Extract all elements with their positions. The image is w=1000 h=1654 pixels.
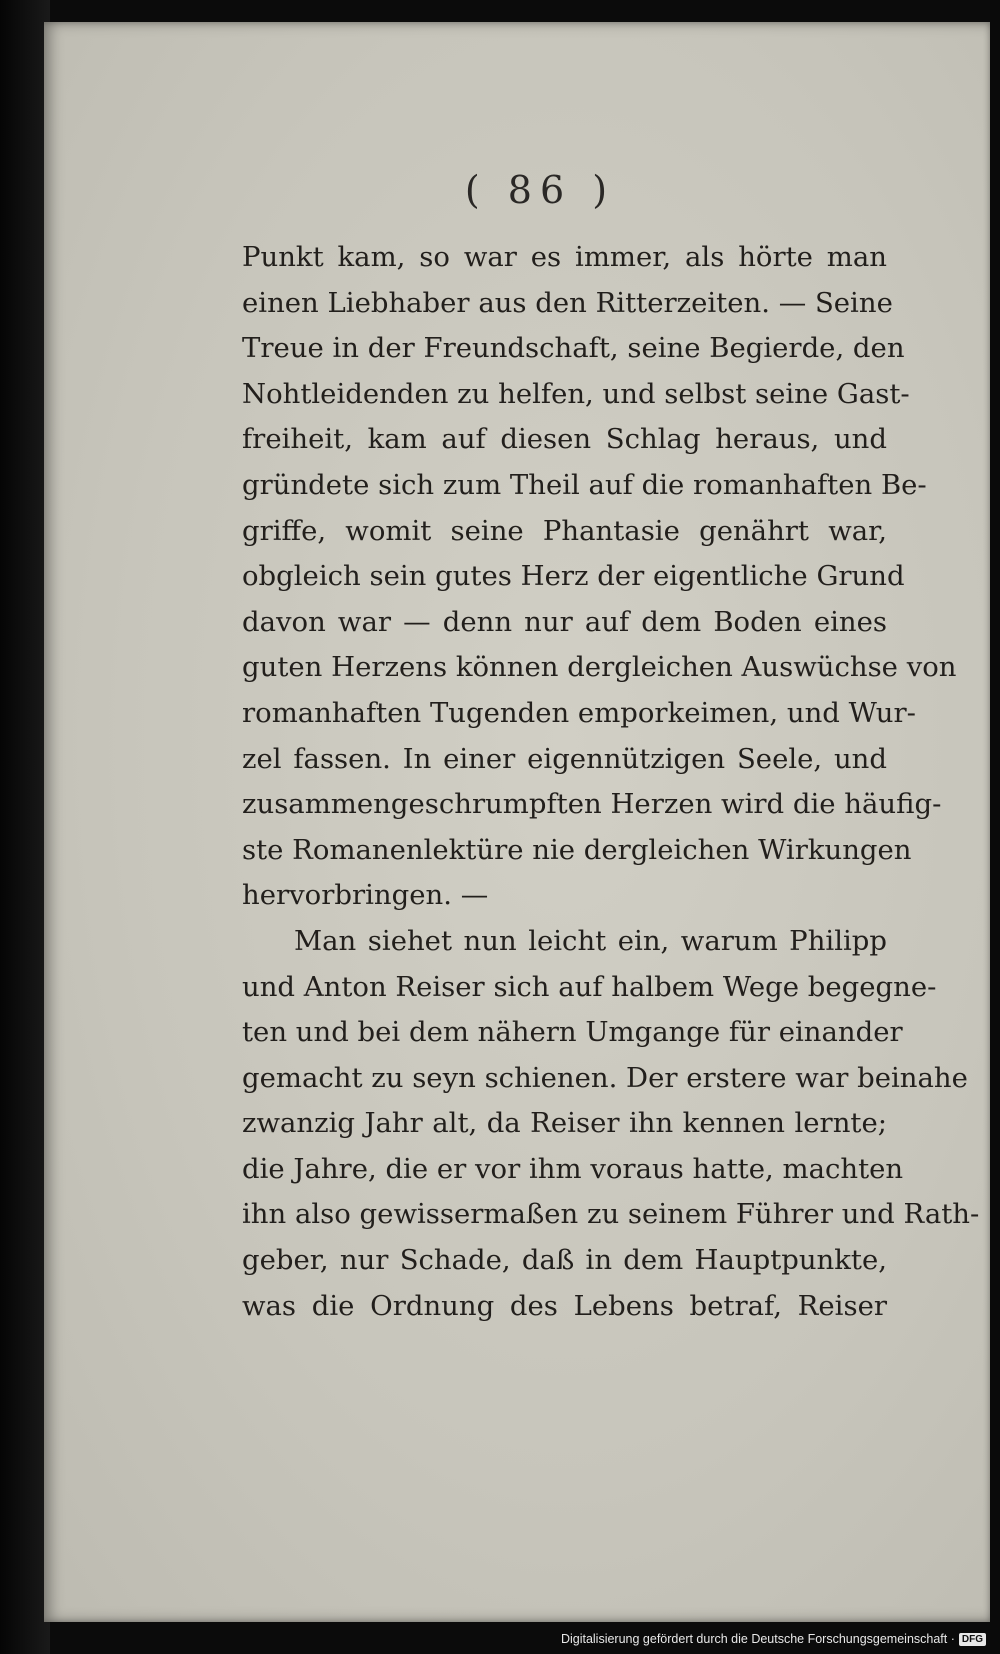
text-line: gemacht zu seyn schienen. Der erstere war beinahe xyxy=(242,1061,968,1094)
text-line: zwanzig Jahr alt, da Reiser ihn kennen lernte; xyxy=(242,1107,887,1140)
text-line: ste Romanenlektüre nie dergleichen Wirkungen xyxy=(242,833,912,866)
credit-text: Digitalisierung gefördert durch die Deutsche Forschungsgemeinschaft · xyxy=(560,1632,955,1646)
text-line: zel fassen. In einer eigennützigen Seele, und xyxy=(242,742,887,775)
text-line: davon war — denn nur auf dem Boden eines xyxy=(242,605,887,638)
text-line: was die Ordnung des Lebens betraf, Reiser xyxy=(242,1289,887,1322)
book-spine-shadow xyxy=(0,0,50,1654)
text-line: Punkt kam, so war es immer, als hörte man xyxy=(242,241,887,273)
text-line: zusammengeschrumpften Herzen wird die häufig- xyxy=(242,788,942,821)
scan-edge xyxy=(990,0,1000,1654)
text-line: geber, nur Schade, daß in dem Hauptpunkte, xyxy=(242,1244,887,1277)
text-line: ten und bei dem nähern Umgange für einander xyxy=(242,1016,903,1049)
text-line: ihn also gewissermaßen zu seinem Führer und Rath- xyxy=(242,1198,980,1231)
text-line: gründete sich zum Theil auf die romanhaften Be- xyxy=(242,468,927,501)
text-line: die Jahre, die er vor ihm voraus hatte, machten xyxy=(242,1152,904,1185)
text-line: guten Herzens können dergleichen Auswüchse von xyxy=(242,651,957,684)
page-number: ( 86 ) xyxy=(464,168,616,212)
text-line: Nohtleidenden zu helfen, und selbst seine Gast- xyxy=(242,377,910,410)
text-line-paragraph-start: Man siehet nun leicht ein, warum Philipp xyxy=(294,924,887,957)
dfg-logo: DFG xyxy=(959,1633,986,1646)
page-body-text xyxy=(242,235,980,1329)
text-line: obgleich sein gutes Herz der eigentliche Grund xyxy=(242,560,905,593)
text-line: griffe, womit seine Phantasie genährt war, xyxy=(242,514,887,547)
text-line: einen Liebhaber aus den Ritterzeiten. — Seine xyxy=(242,286,893,319)
text-line: Treue in der Freundschaft, seine Begierde, den xyxy=(242,332,905,365)
text-line: freiheit, kam auf diesen Schlag heraus, und xyxy=(242,423,887,456)
digitization-credit xyxy=(561,1628,986,1650)
text-line: und Anton Reiser sich auf halbem Wege begegne- xyxy=(242,970,937,1003)
text-line: hervorbringen. — xyxy=(242,879,489,912)
text-line: romanhaften Tugenden emporkeimen, und Wur- xyxy=(242,696,916,729)
